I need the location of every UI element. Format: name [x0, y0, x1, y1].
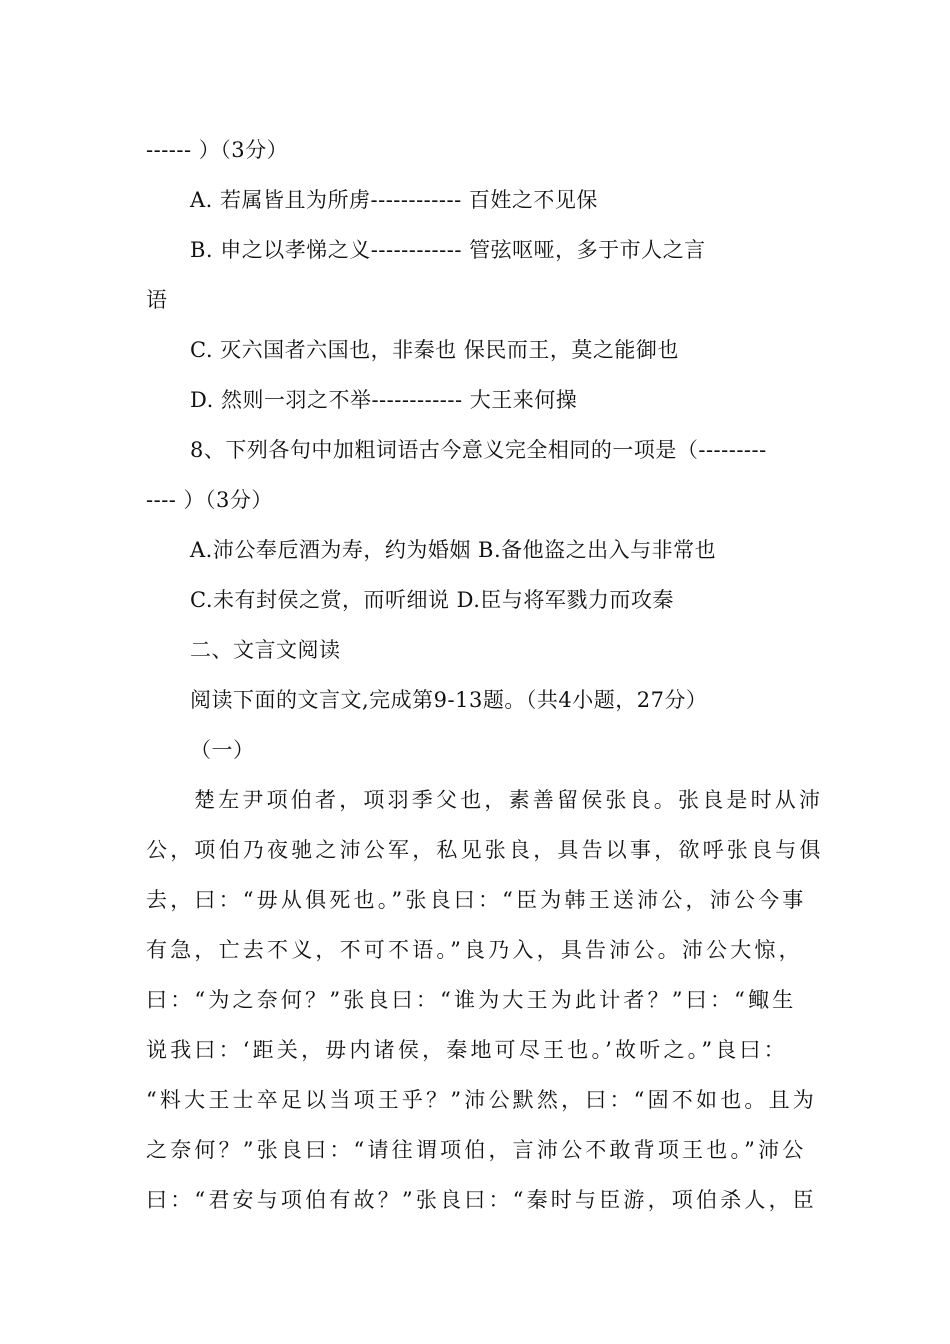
section-heading: 二、文言文阅读 [190, 638, 341, 662]
question-8-options-cd: C.未有封侯之赏，而听细说 D.臣与将军戮力而攻秦 [190, 588, 674, 612]
question-8-line: 8、下列各句中加粗词语古今意义完全相同的一项是（--------- [190, 438, 767, 462]
passage-line-9: 曰：“君安与项伯有故？”张良曰：“秦时与臣游，项伯杀人，臣 [146, 1188, 818, 1212]
option-a-line: A. 若属皆且为所虏------------ 百姓之不见保 [190, 188, 598, 212]
question-8-score-line: ---- ）（3分） [146, 488, 273, 512]
passage-line-8: 之奈何？”张良曰：“请往谓项伯，言沛公不敢背项王也。”沛公 [146, 1138, 807, 1162]
passage-number: （一） [190, 738, 255, 762]
question-8-options-ab: A.沛公奉卮酒为寿，约为婚姻 B.备他盗之出入与非常也 [190, 538, 717, 562]
reading-instruction: 阅读下面的文言文,完成第9-13题。（共4小题，27分） [190, 688, 708, 712]
passage-line-7: “料大王士卒足以当项王乎？”沛公默然，曰：“固不如也。且为 [146, 1088, 818, 1112]
passage-line-2: 公，项伯乃夜驰之沛公军，私见张良，具告以事，欲呼张良与俱 [146, 838, 824, 862]
question-7-score-line: ------ ）（3分） [146, 138, 289, 162]
option-b-line: B. 申之以孝悌之义------------ 管弦呕哑，多于市人之言 [190, 238, 706, 262]
option-c-line: C. 灭六国者六国也，非秦也 保民而王，莫之能御也 [190, 338, 679, 362]
passage-line-6: 说我曰：‘距关，毋内诸侯，秦地可尽王也。’故听之。”良曰： [146, 1038, 788, 1062]
passage-line-1: 楚左尹项伯者，项羽季父也，素善留侯张良。张良是时从沛 [194, 788, 824, 812]
passage-line-5: 曰：“为之奈何？”张良曰：“谁为大王为此计者？”曰：“鲰生 [146, 988, 797, 1012]
option-d-line: D. 然则一羽之不举------------ 大王来何操 [190, 388, 578, 412]
passage-line-3: 去，曰：“毋从俱死也。”张良曰：“臣为韩王送沛公，沛公今事 [146, 888, 807, 912]
passage-line-4: 有急，亡去不义，不可不语。”良乃入，具告沛公。沛公大惊， [146, 938, 803, 962]
option-b-continuation: 语 [146, 288, 168, 312]
